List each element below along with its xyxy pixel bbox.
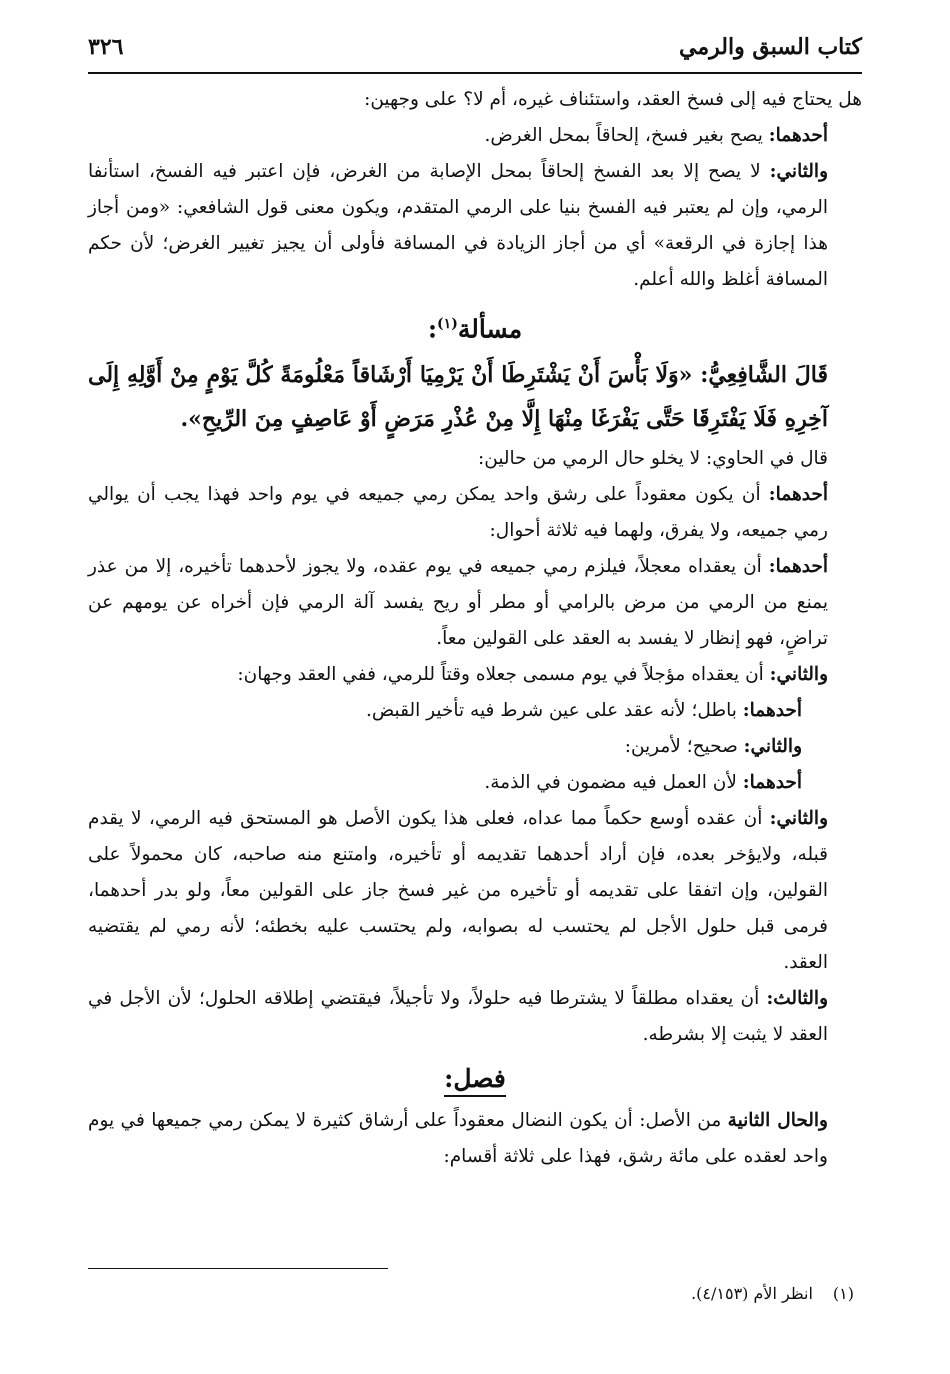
paragraph: أحدهما: لأن العمل فيه مضمون في الذمة. [484, 772, 802, 794]
footnote-reference: (١) [437, 316, 458, 332]
footnote-text: انظر الأم (٤/١٥٣). [691, 1284, 813, 1303]
header-rule [88, 72, 862, 74]
paragraph: أحدهما: باطل؛ لأنه عقد على عين شرط فيه تأخير القبض. [366, 700, 802, 722]
paragraph: والثالث: أن يعقداه مطلقاً لا يشترطا فيه حلولاً، ولا تأجيلاً، فيقتضي إطلاقه الحلول؛ لأن الأجل في العقد لا يثبت إلا بشرطه. [88, 988, 828, 1046]
page-number: ٣٢٦ [88, 34, 124, 60]
paragraph-lead: أحدهما: [768, 125, 828, 146]
footnote [88, 1280, 862, 1308]
paragraph-lead: والحال الثانية [727, 1110, 828, 1132]
paragraph: أحدهما: أن يعقداه معجلاً، فيلزم رمي جميعه في يوم عقده، ولا يجوز لأحدهما تأخيره، إلا من عذر يمنع من الرمي من مرض بالرامي أو مطر أو ريح يفسد آلة الرمي فإن أخراه عن يومهم عن تراضٍ، فهو إنظار لا يفسد به العقد على القولين معاً. [88, 556, 828, 650]
paragraph: والثاني: صحيح؛ لأمرين: [624, 736, 802, 758]
paragraph-lead: والثاني: [769, 161, 828, 182]
page-header [88, 28, 862, 74]
paragraph: قال في الحاوي: لا يخلو حال الرمي من حالين: [478, 448, 828, 470]
footnote-marker: (١) [832, 1284, 854, 1303]
paragraph: أحدهما: أن يكون معقوداً على رشق واحد يمكن رمي جميعه في يوم واحد فهذا يجب أن يوالي رمي جميعه، ولا يفرق، ولهما فيه ثلاثة أحوال: [88, 484, 828, 542]
running-title: كتاب السبق والرمي [679, 34, 862, 60]
paragraph-lead: أحدهما: [768, 484, 828, 506]
paragraph: هل يحتاج فيه إلى فسخ العقد، واستئناف غيره، أم لا؟ على وجهين: [364, 89, 862, 110]
paragraph: والثاني: لا يصح إلا بعد الفسخ إلحاقاً بمحل الإصابة من الغرض، فإن اعتبر فيه الفسخ، استأنفا الرمي، وإن لم يعتبر فيه الفسخ بنيا على الرمي المتقدم، ويكون معنى قول الشافعي: «ومن أجاز هذا إجازة في الرقعة» أي من أجاز الزيادة في المسافة فأولى أن يجيز تغيير الغرض؛ لأن حكم المسافة أغلظ والله أعلم. [88, 161, 828, 290]
paragraph-lead: أحدهما: [768, 556, 828, 578]
shafii-quote: قَالَ الشَّافِعِيُّ: «وَلَا بَأْسَ أَنْ يَشْتَرِطَا أَنْ يَرْمِيَا أَرْشَاقاً مَعْلُومَةً كُلَّ يَوْمٍ مِنْ أَوَّلِهِ إِلَى آخِرِهِ فَلَا يَفْتَرِقَا حَتَّى يَفْرَغَا مِنْهَا إِلَّا مِنْ عُذْرِ مَرَضٍ أَوْ عَاصِفٍ مِنَ الرِّيحِ». [88, 362, 828, 433]
paragraph-lead: أحدهما: [742, 700, 802, 722]
section-heading-masala: مسألة$^{(١)}$: [427, 314, 523, 344]
footnote-rule [88, 1268, 388, 1269]
paragraph-lead: والثاني: [743, 736, 802, 758]
paragraph-lead: والثاني: [769, 664, 828, 686]
paragraph-lead: والثاني: [769, 808, 828, 830]
paragraph: والثاني: أن عقده أوسع حكماً مما عداه، فعلى هذا يكون الأصل هو المستحق فيه الرمي، لا يقدم قبله، ولايؤخر بعده، فإن أراد أحدهما تقديمه أو تأخيره، وامتنع منه صاحبه، كان محمولاً على القولين، وإن اتفقا على تقديمه أو تأخيره من غير فسخ جاز على القولين معاً، ولو بدر أحدهما، فرمى قبل حلول الأجل لم يحتسب له بصوابه، ولم يحتسب عليه بخطئه؛ لأنه رمي لم يقتضيه العقد. [88, 808, 828, 974]
paragraph-lead: والثالث: [766, 988, 828, 1010]
page-body [88, 82, 862, 1175]
paragraph-lead: أحدهما: [742, 772, 802, 794]
paragraph: والثاني: أن يعقداه مؤجلاً في يوم مسمى جعلاه وقتاً للرمي، ففي العقد وجهان: [237, 664, 828, 686]
book-page [88, 28, 862, 1374]
paragraph: أحدهما: يصح بغير فسخ، إلحاقاً بمحل الغرض. [484, 125, 828, 146]
paragraph: والحال الثانية من الأصل: أن يكون النضال معقوداً على أرشاق كثيرة لا يمكن رمي جميعها في يوم واحد لعقده على مائة رشق، فهذا على ثلاثة أقسام: [88, 1110, 828, 1168]
section-heading-fasl: فصل: [88, 1059, 862, 1099]
